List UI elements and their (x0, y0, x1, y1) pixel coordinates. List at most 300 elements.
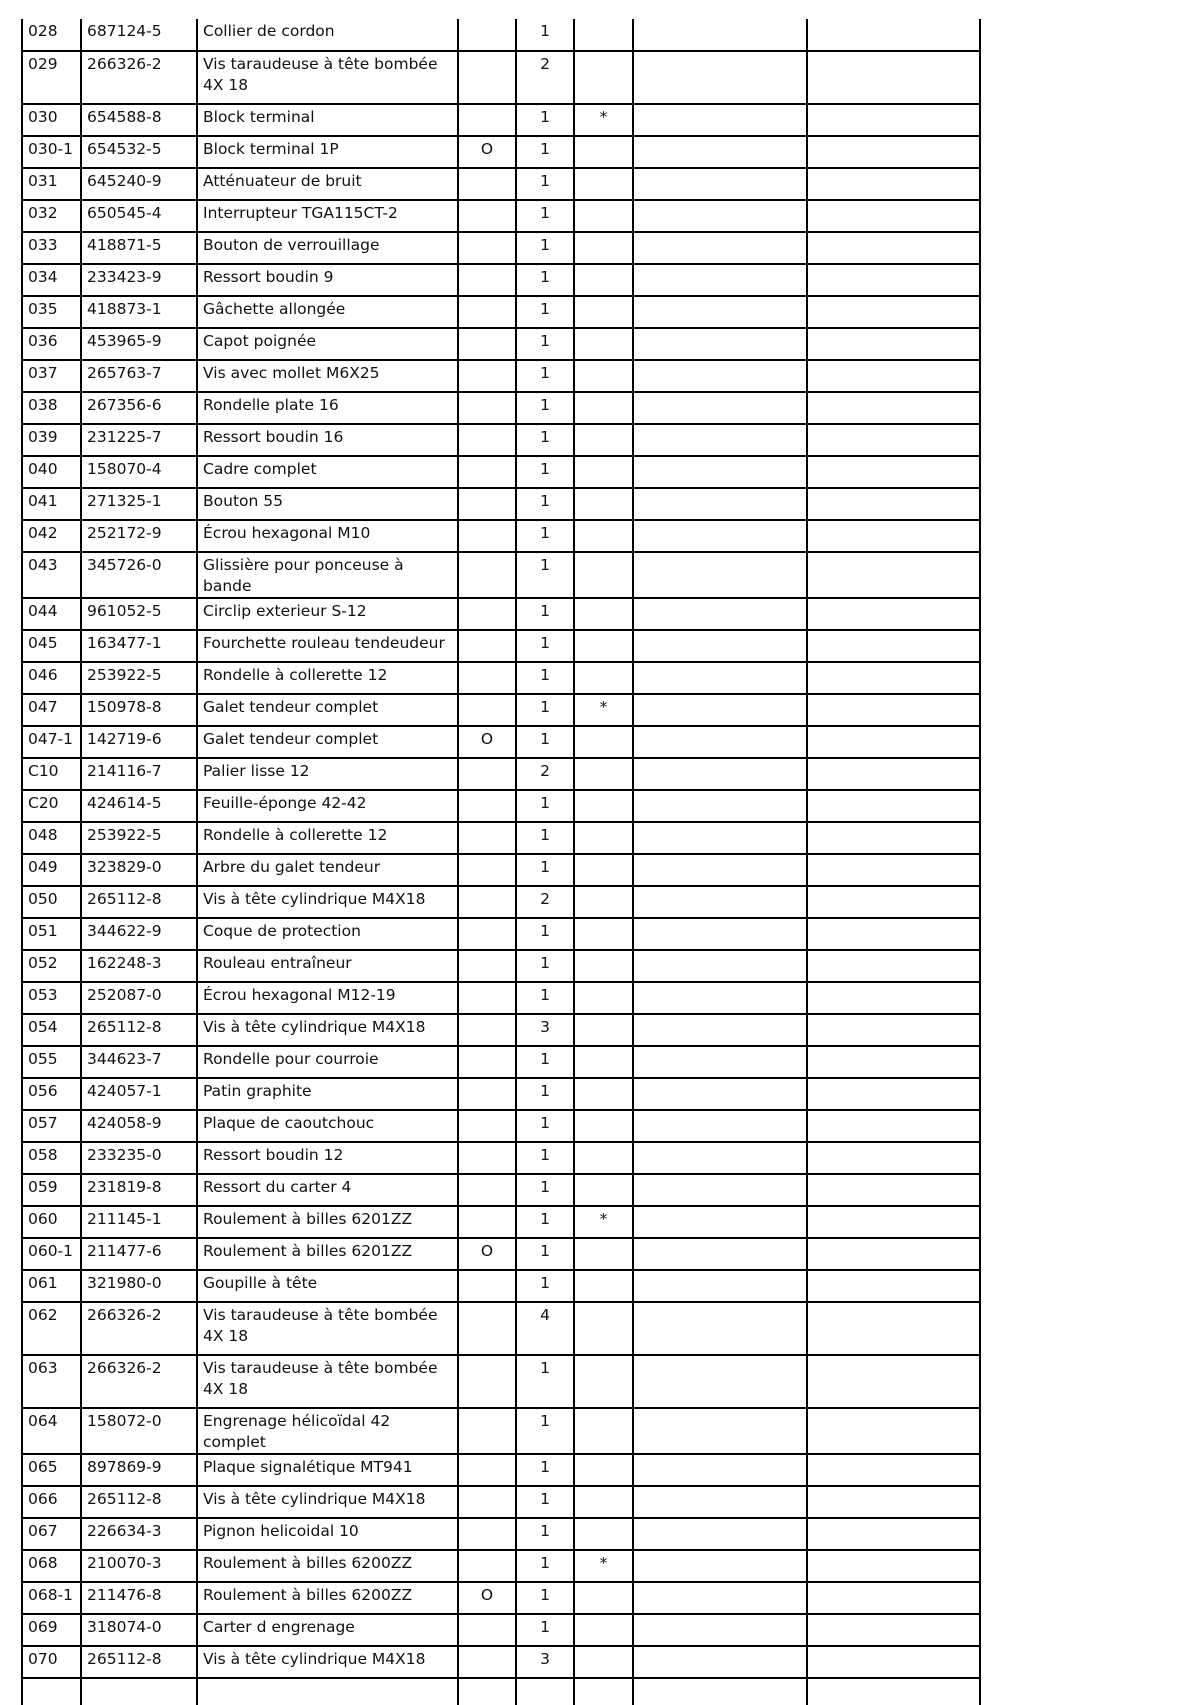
note-cell (574, 726, 633, 758)
note-cell (574, 136, 633, 168)
option-cell (458, 392, 516, 424)
ref-cell: 069 (22, 1614, 81, 1646)
empty-cell (807, 328, 980, 360)
ref-cell: 031 (22, 168, 81, 200)
empty-cell (633, 982, 807, 1014)
ref-cell: 037 (22, 360, 81, 392)
part-number-cell: 345726-0 (81, 552, 197, 598)
ref-cell: 029 (22, 51, 81, 104)
part-number-cell: 897869-9 (81, 1454, 197, 1486)
part-number-cell: 265112-8 (81, 886, 197, 918)
description-cell: Vis à tête cylindrique M4X18 (197, 1014, 458, 1046)
option-cell (458, 1518, 516, 1550)
empty-cell (633, 1014, 807, 1046)
description-cell: Arbre du galet tendeur (197, 854, 458, 886)
part-number-cell: 266326-2 (81, 1355, 197, 1408)
ref-cell: 070 (22, 1646, 81, 1678)
option-cell (458, 1486, 516, 1518)
empty-cell (807, 168, 980, 200)
empty-cell (807, 51, 980, 104)
table-row (22, 822, 980, 854)
empty-cell (807, 1582, 980, 1614)
empty-cell (633, 1518, 807, 1550)
quantity-cell: 1 (516, 1206, 574, 1238)
ref-cell: 061 (22, 1270, 81, 1302)
quantity-cell: 1 (516, 1408, 574, 1454)
empty-cell (633, 726, 807, 758)
empty-cell (807, 630, 980, 662)
empty-cell (633, 264, 807, 296)
table-row (22, 982, 980, 1014)
ref-cell: 050 (22, 886, 81, 918)
quantity-cell: 3 (516, 1646, 574, 1678)
option-cell (458, 1046, 516, 1078)
ref-cell: C20 (22, 790, 81, 822)
part-number-cell: 654532-5 (81, 136, 197, 168)
quantity-cell: 1 (516, 1046, 574, 1078)
note-cell (574, 19, 633, 51)
quantity-cell: 1 (516, 854, 574, 886)
option-cell (458, 232, 516, 264)
option-cell (458, 19, 516, 51)
part-number-cell: 233235-0 (81, 1142, 197, 1174)
empty-cell (807, 598, 980, 630)
option-cell (458, 296, 516, 328)
note-cell (574, 264, 633, 296)
option-cell (458, 1014, 516, 1046)
table-row (22, 918, 980, 950)
option-cell (458, 790, 516, 822)
table-row (22, 264, 980, 296)
empty-cell (807, 104, 980, 136)
note-cell (574, 200, 633, 232)
description-cell: Ressort boudin 9 (197, 264, 458, 296)
part-number-cell: 344622-9 (81, 918, 197, 950)
empty-cell (633, 1646, 807, 1678)
table-row (22, 360, 980, 392)
table-row (22, 1206, 980, 1238)
empty-cell (633, 392, 807, 424)
table-row (22, 168, 980, 200)
quantity-cell: 1 (516, 1110, 574, 1142)
empty-cell (516, 1678, 574, 1705)
note-cell (574, 886, 633, 918)
option-cell (458, 598, 516, 630)
part-number-cell: 424058-9 (81, 1110, 197, 1142)
option-cell (458, 1270, 516, 1302)
empty-cell (807, 662, 980, 694)
option-cell: O (458, 726, 516, 758)
quantity-cell: 1 (516, 1454, 574, 1486)
empty-cell (807, 1355, 980, 1408)
note-cell (574, 1486, 633, 1518)
table-row (22, 424, 980, 456)
description-cell: Gâchette allongée (197, 296, 458, 328)
part-number-cell: 158070-4 (81, 456, 197, 488)
note-cell (574, 950, 633, 982)
description-cell: Plaque signalétique MT941 (197, 1454, 458, 1486)
ref-cell: 060 (22, 1206, 81, 1238)
empty-cell (633, 886, 807, 918)
table-row (22, 104, 980, 136)
empty-cell (633, 662, 807, 694)
ref-cell: 067 (22, 1518, 81, 1550)
ref-cell: 046 (22, 662, 81, 694)
ref-cell: 044 (22, 598, 81, 630)
empty-cell (807, 19, 980, 51)
table-row (22, 136, 980, 168)
empty-cell (633, 1206, 807, 1238)
empty-cell (807, 822, 980, 854)
table-row (22, 726, 980, 758)
empty-cell (807, 1486, 980, 1518)
ref-cell: 053 (22, 982, 81, 1014)
ref-cell: 068-1 (22, 1582, 81, 1614)
note-cell (574, 168, 633, 200)
note-cell: * (574, 1550, 633, 1582)
ref-cell: 040 (22, 456, 81, 488)
empty-cell (807, 1046, 980, 1078)
table-row (22, 520, 980, 552)
quantity-cell: 1 (516, 950, 574, 982)
quantity-cell: 1 (516, 1486, 574, 1518)
description-cell: Rondelle à collerette 12 (197, 822, 458, 854)
empty-cell (807, 136, 980, 168)
description-cell: Fourchette rouleau tendeudeur (197, 630, 458, 662)
table-row (22, 1238, 980, 1270)
empty-cell (633, 168, 807, 200)
table-row (22, 1550, 980, 1582)
note-cell (574, 1174, 633, 1206)
ref-cell: 038 (22, 392, 81, 424)
empty-cell (807, 1550, 980, 1582)
note-cell (574, 552, 633, 598)
description-cell: Plaque de caoutchouc (197, 1110, 458, 1142)
ref-cell: 063 (22, 1355, 81, 1408)
note-cell (574, 1582, 633, 1614)
part-number-cell: 265763-7 (81, 360, 197, 392)
option-cell (458, 982, 516, 1014)
empty-cell (807, 200, 980, 232)
option-cell (458, 1550, 516, 1582)
description-cell: Rondelle plate 16 (197, 392, 458, 424)
table-row (22, 1646, 980, 1678)
table-row (22, 328, 980, 360)
description-cell: Vis taraudeuse à tête bombée 4X 18 (197, 51, 458, 104)
part-number-cell: 265112-8 (81, 1486, 197, 1518)
empty-cell (807, 488, 980, 520)
quantity-cell: 1 (516, 360, 574, 392)
empty-cell (807, 1614, 980, 1646)
note-cell (574, 424, 633, 456)
empty-cell (633, 552, 807, 598)
description-cell: Bouton 55 (197, 488, 458, 520)
empty-cell (633, 1142, 807, 1174)
ref-cell: 051 (22, 918, 81, 950)
description-cell: Ressort du carter 4 (197, 1174, 458, 1206)
part-number-cell: 252172-9 (81, 520, 197, 552)
part-number-cell: 267356-6 (81, 392, 197, 424)
part-number-cell: 323829-0 (81, 854, 197, 886)
note-cell (574, 982, 633, 1014)
quantity-cell: 1 (516, 456, 574, 488)
description-cell: Glissière pour ponceuse à bande (197, 552, 458, 598)
ref-cell: 041 (22, 488, 81, 520)
empty-cell (807, 758, 980, 790)
part-number-cell: 231225-7 (81, 424, 197, 456)
parts-table (21, 19, 981, 1705)
quantity-cell: 1 (516, 296, 574, 328)
option-cell (458, 950, 516, 982)
empty-cell (807, 1408, 980, 1454)
empty-cell (633, 19, 807, 51)
description-cell: Rondelle à collerette 12 (197, 662, 458, 694)
empty-cell (807, 1518, 980, 1550)
description-cell: Rouleau entraîneur (197, 950, 458, 982)
note-cell (574, 488, 633, 520)
option-cell (458, 424, 516, 456)
description-cell: Patin graphite (197, 1078, 458, 1110)
empty-cell (22, 1678, 81, 1705)
table-row (22, 488, 980, 520)
empty-cell (633, 360, 807, 392)
ref-cell: 062 (22, 1302, 81, 1355)
quantity-cell: 1 (516, 488, 574, 520)
empty-cell (633, 598, 807, 630)
quantity-cell: 1 (516, 1550, 574, 1582)
table-row (22, 694, 980, 726)
option-cell (458, 1355, 516, 1408)
empty-cell (633, 488, 807, 520)
table-row (22, 1174, 980, 1206)
empty-cell (633, 630, 807, 662)
description-cell: Palier lisse 12 (197, 758, 458, 790)
empty-cell (807, 982, 980, 1014)
description-cell: Vis taraudeuse à tête bombée 4X 18 (197, 1302, 458, 1355)
empty-cell (807, 264, 980, 296)
empty-cell (633, 520, 807, 552)
empty-cell (807, 232, 980, 264)
empty-cell (807, 1110, 980, 1142)
empty-cell (807, 726, 980, 758)
table-row (22, 1014, 980, 1046)
part-number-cell: 150978-8 (81, 694, 197, 726)
quantity-cell: 1 (516, 552, 574, 598)
part-number-cell: 233423-9 (81, 264, 197, 296)
quantity-cell: 1 (516, 694, 574, 726)
note-cell (574, 1408, 633, 1454)
empty-cell (633, 232, 807, 264)
table-row (22, 598, 980, 630)
description-cell: Écrou hexagonal M12-19 (197, 982, 458, 1014)
ref-cell: 030 (22, 104, 81, 136)
part-number-cell: 211477-6 (81, 1238, 197, 1270)
quantity-cell: 1 (516, 822, 574, 854)
option-cell (458, 1408, 516, 1454)
ref-cell: 058 (22, 1142, 81, 1174)
empty-cell (633, 104, 807, 136)
part-number-cell: 142719-6 (81, 726, 197, 758)
description-cell: Interrupteur TGA115CT-2 (197, 200, 458, 232)
description-cell: Circlip exterieur S-12 (197, 598, 458, 630)
quantity-cell: 1 (516, 982, 574, 1014)
quantity-cell: 1 (516, 726, 574, 758)
parts-table-body (22, 19, 980, 1705)
empty-cell (807, 1678, 980, 1705)
description-cell: Capot poignée (197, 328, 458, 360)
option-cell (458, 1206, 516, 1238)
empty-cell (807, 1270, 980, 1302)
note-cell (574, 630, 633, 662)
empty-cell (807, 1078, 980, 1110)
quantity-cell: 1 (516, 1355, 574, 1408)
option-cell (458, 694, 516, 726)
empty-cell (807, 392, 980, 424)
ref-cell: 049 (22, 854, 81, 886)
option-cell (458, 552, 516, 598)
table-row (22, 950, 980, 982)
ref-cell: 045 (22, 630, 81, 662)
description-cell: Carter d engrenage (197, 1614, 458, 1646)
ref-cell: 052 (22, 950, 81, 982)
quantity-cell: 1 (516, 264, 574, 296)
option-cell (458, 1078, 516, 1110)
part-number-cell: 253922-5 (81, 662, 197, 694)
table-row (22, 1142, 980, 1174)
option-cell (458, 104, 516, 136)
quantity-cell: 1 (516, 1518, 574, 1550)
option-cell (458, 886, 516, 918)
empty-cell (633, 950, 807, 982)
part-number-cell: 344623-7 (81, 1046, 197, 1078)
empty-cell (807, 854, 980, 886)
option-cell (458, 456, 516, 488)
part-number-cell: 226634-3 (81, 1518, 197, 1550)
empty-cell (633, 854, 807, 886)
ref-cell: 048 (22, 822, 81, 854)
description-cell: Écrou hexagonal M10 (197, 520, 458, 552)
empty-cell (633, 1110, 807, 1142)
table-row (22, 19, 980, 51)
table-row (22, 1454, 980, 1486)
ref-cell: 035 (22, 296, 81, 328)
empty-cell (633, 200, 807, 232)
quantity-cell: 2 (516, 51, 574, 104)
empty-cell (807, 456, 980, 488)
empty-cell (807, 918, 980, 950)
note-cell: * (574, 694, 633, 726)
quantity-cell: 1 (516, 168, 574, 200)
quantity-cell: 1 (516, 520, 574, 552)
empty-continuation-row (22, 1678, 980, 1705)
quantity-cell: 1 (516, 136, 574, 168)
description-cell: Vis à tête cylindrique M4X18 (197, 886, 458, 918)
empty-cell (633, 1582, 807, 1614)
quantity-cell: 1 (516, 1174, 574, 1206)
note-cell (574, 1110, 633, 1142)
quantity-cell: 4 (516, 1302, 574, 1355)
description-cell: Engrenage hélicoïdal 42 complet (197, 1408, 458, 1454)
description-cell: Goupille à tête (197, 1270, 458, 1302)
part-number-cell: 424614-5 (81, 790, 197, 822)
empty-cell (807, 424, 980, 456)
part-number-cell: 158072-0 (81, 1408, 197, 1454)
option-cell (458, 1174, 516, 1206)
quantity-cell: 1 (516, 424, 574, 456)
note-cell (574, 1302, 633, 1355)
table-row (22, 1486, 980, 1518)
empty-cell (807, 1238, 980, 1270)
ref-cell: 032 (22, 200, 81, 232)
empty-cell (633, 136, 807, 168)
ref-cell: 047 (22, 694, 81, 726)
table-row (22, 296, 980, 328)
option-cell (458, 918, 516, 950)
empty-cell (633, 51, 807, 104)
option-cell (458, 1454, 516, 1486)
empty-cell (807, 1174, 980, 1206)
note-cell (574, 822, 633, 854)
part-number-cell: 271325-1 (81, 488, 197, 520)
table-row (22, 1518, 980, 1550)
part-number-cell: 211145-1 (81, 1206, 197, 1238)
empty-cell (633, 328, 807, 360)
ref-cell: 039 (22, 424, 81, 456)
note-cell (574, 456, 633, 488)
empty-cell (458, 1678, 516, 1705)
part-number-cell: 253922-5 (81, 822, 197, 854)
part-number-cell: 961052-5 (81, 598, 197, 630)
note-cell (574, 1238, 633, 1270)
part-number-cell: 266326-2 (81, 51, 197, 104)
note-cell (574, 1014, 633, 1046)
note-cell (574, 360, 633, 392)
description-cell: Atténuateur de bruit (197, 168, 458, 200)
empty-cell (633, 1454, 807, 1486)
table-row (22, 1110, 980, 1142)
note-cell (574, 1454, 633, 1486)
empty-cell (633, 918, 807, 950)
note-cell (574, 520, 633, 552)
part-number-cell: 231819-8 (81, 1174, 197, 1206)
option-cell (458, 1302, 516, 1355)
option-cell (458, 854, 516, 886)
empty-cell (807, 1142, 980, 1174)
part-number-cell: 266326-2 (81, 1302, 197, 1355)
empty-cell (807, 360, 980, 392)
ref-cell: 042 (22, 520, 81, 552)
empty-cell (574, 1678, 633, 1705)
empty-cell (807, 296, 980, 328)
description-cell: Pignon helicoidal 10 (197, 1518, 458, 1550)
table-row (22, 1355, 980, 1408)
empty-cell (633, 424, 807, 456)
description-cell: Coque de protection (197, 918, 458, 950)
empty-cell (633, 1355, 807, 1408)
description-cell: Vis taraudeuse à tête bombée 4X 18 (197, 1355, 458, 1408)
option-cell (458, 1142, 516, 1174)
part-number-cell: 265112-8 (81, 1014, 197, 1046)
note-cell (574, 1646, 633, 1678)
empty-cell (807, 520, 980, 552)
empty-cell (633, 1270, 807, 1302)
table-row (22, 1302, 980, 1355)
table-row (22, 1408, 980, 1454)
empty-cell (633, 1486, 807, 1518)
note-cell (574, 1046, 633, 1078)
ref-cell: 033 (22, 232, 81, 264)
quantity-cell: 1 (516, 104, 574, 136)
